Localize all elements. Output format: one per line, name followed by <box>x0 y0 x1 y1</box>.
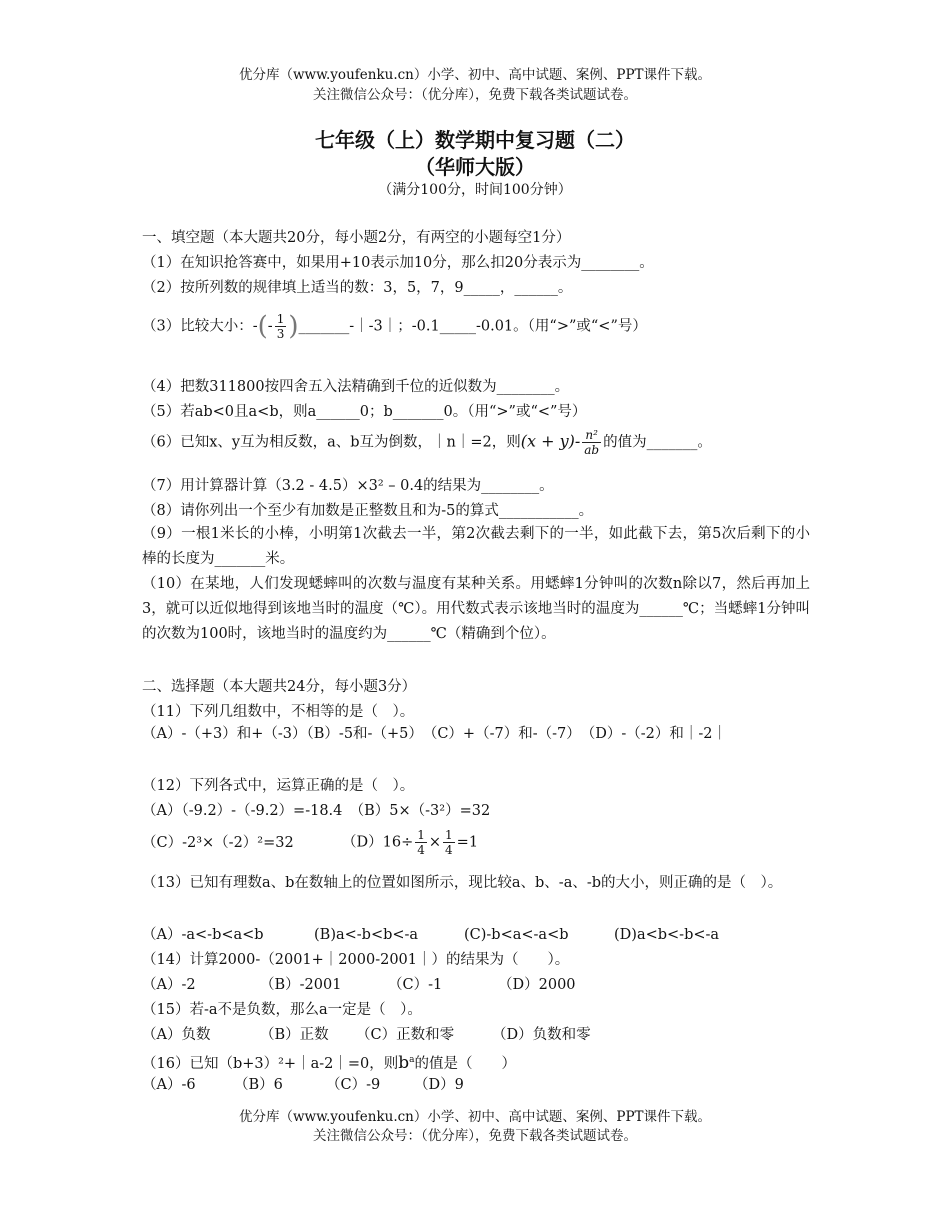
question-9: （9）一根1米长的小棒，小明第1次截去一半，第2次截去剩下的一半，如此截下去，第5次后剩下的小棒的长度为_______米。 <box>142 526 810 567</box>
question-11-options: （A）-（+3）和+（-3）（B）-5和-（+5） （C）+（-7）和-（-7） （D）-（-2）和｜-2｜ <box>142 726 727 742</box>
score-time: （满分100分，时间100分钟） <box>378 182 572 198</box>
fraction-denominator: 4 <box>445 843 453 857</box>
fraction-numerator: 1 <box>276 312 285 326</box>
question-14: （14）计算2000-（2001+｜2000-2001｜）的结果为（ ）。 <box>142 952 570 968</box>
fraction-numerator: 1 <box>417 828 425 842</box>
question-6 <box>142 428 810 470</box>
q13-option-d: (D)a<b<-b<-a <box>614 927 720 943</box>
fraction-one-quarter <box>443 828 455 857</box>
q3-prefix: （3）比较大小：- <box>142 318 258 335</box>
q16-exponent: a <box>409 1055 415 1065</box>
question-1: （1）在知识抢答赛中，如果用+10表示加10分，那么扣20分表示为________。 <box>142 255 654 271</box>
q6-suffix: 的值为_______。 <box>603 434 712 451</box>
q12-option-d-suffix: =1 <box>456 834 479 851</box>
q12-times: × <box>428 834 442 851</box>
fraction-denominator: ab <box>584 443 600 457</box>
fraction-one-third <box>275 312 287 341</box>
fraction-one-quarter <box>415 828 427 857</box>
question-12-options-ab: （A）（-9.2）-（-9.2）=-18.4 （B）5×（-3²）=32 <box>142 803 491 819</box>
q15-option-c: （C）正数和零 <box>356 1027 455 1043</box>
fraction-denominator: 3 <box>276 327 285 341</box>
question-13: （13）已知有理数a、b在数轴上的位置如图所示，现比较a、b、-a、-b的大小，则正确的是（ ）。 <box>142 875 783 891</box>
question-10: （10）在某地，人们发现蟋蟀叫的次数与温度有某种关系。用蟋蟀1分钟叫的次数n除以7，然后再加上3，就可以近似地得到该地当时的温度（℃）。用代数式表示该地当时的温度为______℃；当蟋蟀1分钟叫的次数为100时，该地当时的温度约为______℃（精确到个位）。 <box>142 576 810 642</box>
q14-option-b: （B）-2001 <box>260 977 342 993</box>
header-line-1: 优分库（www.youfenku.cn）小学、初中、高中试题、案例、PPT课件下载。 <box>238 67 712 83</box>
question-4: （4）把数311800按四舍五入法精确到千位的近似数为________。 <box>142 379 570 395</box>
q3-suffix: _______-｜-3｜；-0.1_____-0.01。（用“>”或“<”号） <box>298 318 647 335</box>
question-12-options-cd <box>142 828 810 870</box>
q16-base: b <box>398 1052 410 1073</box>
fraction-n2-over-ab <box>582 428 601 457</box>
q6-prefix: （6）已知x、y互为相反数，a、b互为倒数，｜n｜=2，则 <box>142 434 521 451</box>
question-8: （8）请你列出一个至少有加数是正整数且和为-5的算式___________。 <box>142 503 594 519</box>
q16-option-a: （A）-6 <box>142 1077 196 1093</box>
footer-line-2: 关注微信公众号：（优分库），免费下载各类试题试卷。 <box>313 1128 637 1144</box>
question-7: （7）用计算器计算（3.2 - 4.5）×3² – 0.4的结果为________。 <box>142 478 554 494</box>
paren-open: ( <box>257 311 268 342</box>
section-2-heading: 二、选择题（本大题共24分，每小题3分） <box>142 679 417 695</box>
q16-option-d: （D）9 <box>414 1077 464 1093</box>
question-16 <box>142 1050 810 1074</box>
question-5: （5）若ab<0且a<b，则a______0；b_______0。（用“>”或“<”号） <box>142 404 587 420</box>
section-1-heading: 一、填空题（本大题共20分，每小题2分，有两空的小题每空1分） <box>142 230 571 246</box>
question-15: （15）若-a不是负数，那么a一定是（ ）。 <box>142 1002 422 1018</box>
q16-suffix: 的值是（ ） <box>414 1055 516 1072</box>
q16-option-b: （B）6 <box>234 1077 283 1093</box>
paren-close: ) <box>288 311 299 342</box>
question-3 <box>142 312 810 354</box>
q15-option-b: （B）正数 <box>260 1027 329 1043</box>
footer-line-1: 优分库（www.youfenku.cn）小学、初中、高中试题、案例、PPT课件下载。 <box>238 1109 712 1125</box>
q14-option-d: （D）2000 <box>498 977 576 993</box>
q14-option-a: （A）-2 <box>142 977 196 993</box>
fraction-numerator: n² <box>582 428 601 443</box>
q13-option-a: （A）-a<-b<a<b <box>142 927 264 943</box>
page-edition: （华师大版） <box>415 155 535 179</box>
q12-option-c: （C）-2³×（-2）²=32 <box>142 834 294 851</box>
question-11: （11）下列几组数中，不相等的是（ ）。 <box>142 704 415 720</box>
question-2: （2）按所列数的规律填上适当的数：3，5，7，9_____，______。 <box>142 280 573 296</box>
q16-option-c: （C）-9 <box>326 1077 381 1093</box>
q15-option-a: （A）负数 <box>142 1027 211 1043</box>
fraction-denominator: 4 <box>417 843 425 857</box>
q16-prefix: （16）已知（b+3）²+｜a-2｜=0，则 <box>142 1055 399 1072</box>
q6-expression: (x + y)- <box>520 431 581 451</box>
fraction-numerator: 1 <box>445 828 453 842</box>
header-line-2: 关注微信公众号：（优分库），免费下载各类试题试卷。 <box>313 87 637 103</box>
q15-option-d: （D）负数和零 <box>492 1027 591 1043</box>
q13-option-c: (C)-b<a<-a<b <box>464 927 569 943</box>
page-title: 七年级（上）数学期中复习题（二） <box>315 128 635 152</box>
q14-option-c: （C）-1 <box>388 977 443 993</box>
q3-minus: - <box>267 318 273 335</box>
q12-option-d-prefix: （D）16÷ <box>342 834 414 851</box>
q13-option-b: (B)a<-b<b<-a <box>314 927 419 943</box>
question-12: （12）下列各式中，运算正确的是（ ）。 <box>142 778 415 794</box>
